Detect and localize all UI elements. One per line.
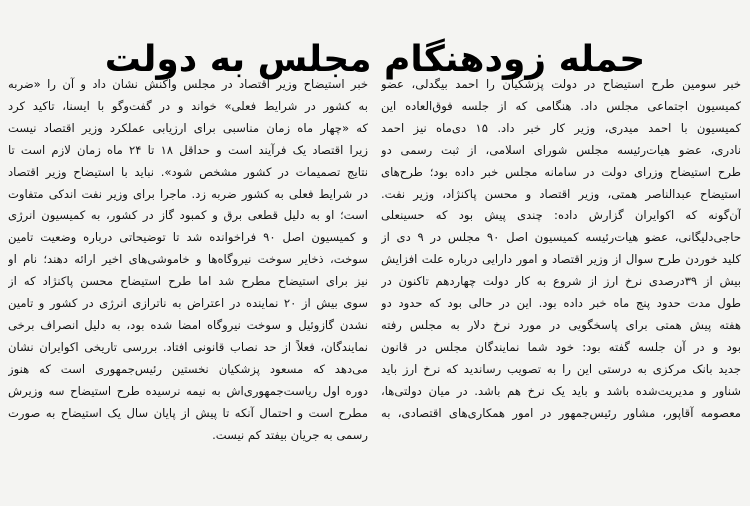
text-line: کمیسیون با احمد میدری، وزیر کار خبر داد. ۱۵ دی‌ماه نیز احمد — [381, 120, 741, 135]
text-line: خبر سومین طرح استیضاح در دولت پزشکیان را احمد بیگدلی، عضو — [381, 77, 741, 91]
text-line: طرح استیضاح وزرای دولت در سامانه مجلس خبر داده بود؛ طرح‌های — [381, 164, 741, 179]
text-line: مطرح است و احتمال آنکه تا پیش از پایان سال یک استیضاح به صورت — [8, 405, 368, 420]
text-line: بود و در آن جلسه گفته بود: خود شما نمایندگان مجلس در قانون — [381, 339, 741, 354]
text-line: معصومه آقاپور، مشاور رئیس‌جمهور در امور همکاری‌های اقتصادی، به — [381, 405, 741, 420]
text-line: کلید خوردن طرح سوال از وزیر اقتصاد و امور دارایی درباره علت افزایش — [381, 252, 741, 267]
text-line: در شرایط فعلی به کشور ضربه زد. ماجرا برای وزیر نفت اندکی متفاوت — [8, 186, 368, 201]
text-line: بیش از ۳۹درصدی نرخ ارز از شروع به کار دولت چهاردهم تاکنون در — [381, 274, 741, 289]
article-headline: حمله زودهنگام مجلس به دولت — [104, 39, 646, 81]
text-line: نمایندگان، فعلاً از حد نصاب قانونی افتاد. بررسی تاریخی اکوایران نشان — [8, 339, 368, 354]
text-line: می‌دهد که مسعود پزشکیان نخستین رئیس‌جمهوری است که هنوز — [8, 361, 368, 376]
text-line: طول مدت حدود پنج ماه خبر داده بود. این در حالی بود که حدود دو — [381, 296, 741, 311]
text-line: نادری، عضو هیات‌رئیسه مجلس شورای اسلامی، از ثبت رسمی دو — [381, 142, 741, 157]
text-line: رسمی به جریان بیفتد کم نیست. — [212, 427, 368, 442]
text-line: که «چهار ماه زمان مناسبی برای ارزیابی عملکرد وزیر اقتصاد نیست — [8, 120, 368, 135]
text-line: است؛ او به دلیل قطعی برق و کمبود گاز در کشور، به کمیسیون انرژی — [8, 208, 368, 223]
text-line: نیز برای استیضاح مطرح شد اما طرح استیضاح محسن پاکنژاد که از — [8, 274, 368, 289]
text-line: به کشور در شرایط فعلی» خواند و در گفت‌وگو با ایسنا، تاکید کرد — [8, 98, 368, 113]
text-line: شناور و مدیریت‌شده باشد و باید یک نرخ هم باشد. در میان دولتی‌ها، — [381, 383, 741, 398]
article-column-left — [8, 74, 368, 446]
text-line: سوخت، ذخایر سوخت نیروگاه‌ها و خاموشی‌های اخیر ارائه دهند؛ نام او — [8, 252, 368, 267]
text-line: حاجی‌دلیگانی، عضو هیات‌رئیسه کمیسیون اصل ۹۰ مجلس در ۹ دی از — [381, 230, 741, 245]
text-line: دوره اول ریاست‌جمهوری‌اش به نیمه نرسیده طرح استیضاح سه وزیرش — [8, 383, 368, 398]
text-line: جدید بانک مرکزی به درستی این را به تصویب رساندید که نرخ ارز باید — [381, 361, 741, 376]
text-line: نتایج تصمیمات در کشور مشخص شود». نباید با استیضاح وزیر اقتصاد — [8, 164, 368, 179]
text-line: سوی بیش از ۲۰ نماینده در اعتراض به ناترازی انرژی در کشور و تامین — [8, 296, 368, 311]
text-line: کمیسیون اجتماعی مجلس داد. هنگامی که از جلسه فوق‌العاده این — [381, 98, 741, 113]
text-line: آن‌گونه که اکوایران گزارش داده: چندی پیش بود که حسینعلی — [381, 208, 741, 223]
text-line: استیضاح عبدالناصر همتی، وزیر اقتصاد و محسن پاکنژاد، وزیر نفت. — [381, 186, 741, 201]
article-column-right — [381, 74, 741, 425]
text-line: نشدن گازوئیل و سوخت نیروگاه امضا شده بود، به دلیل انصراف برخی — [8, 317, 368, 332]
text-line: و کمیسیون اصل ۹۰ فراخوانده شد تا توضیحاتی درباره وضعیت تامین — [8, 230, 368, 245]
text-line: خبر استیضاح وزیر اقتصاد در مجلس واکنش نشان داد و آن را «ضربه — [8, 77, 368, 91]
text-line: زیرا اقتصاد یک فرآیند است و حداقل ۱۸ تا ۲۴ ماه زمان لازم است تا — [8, 142, 368, 157]
text-line: هفته پیش همتی برای پاسخگویی در مورد نرخ دلار به مجلس رفته — [381, 317, 741, 332]
